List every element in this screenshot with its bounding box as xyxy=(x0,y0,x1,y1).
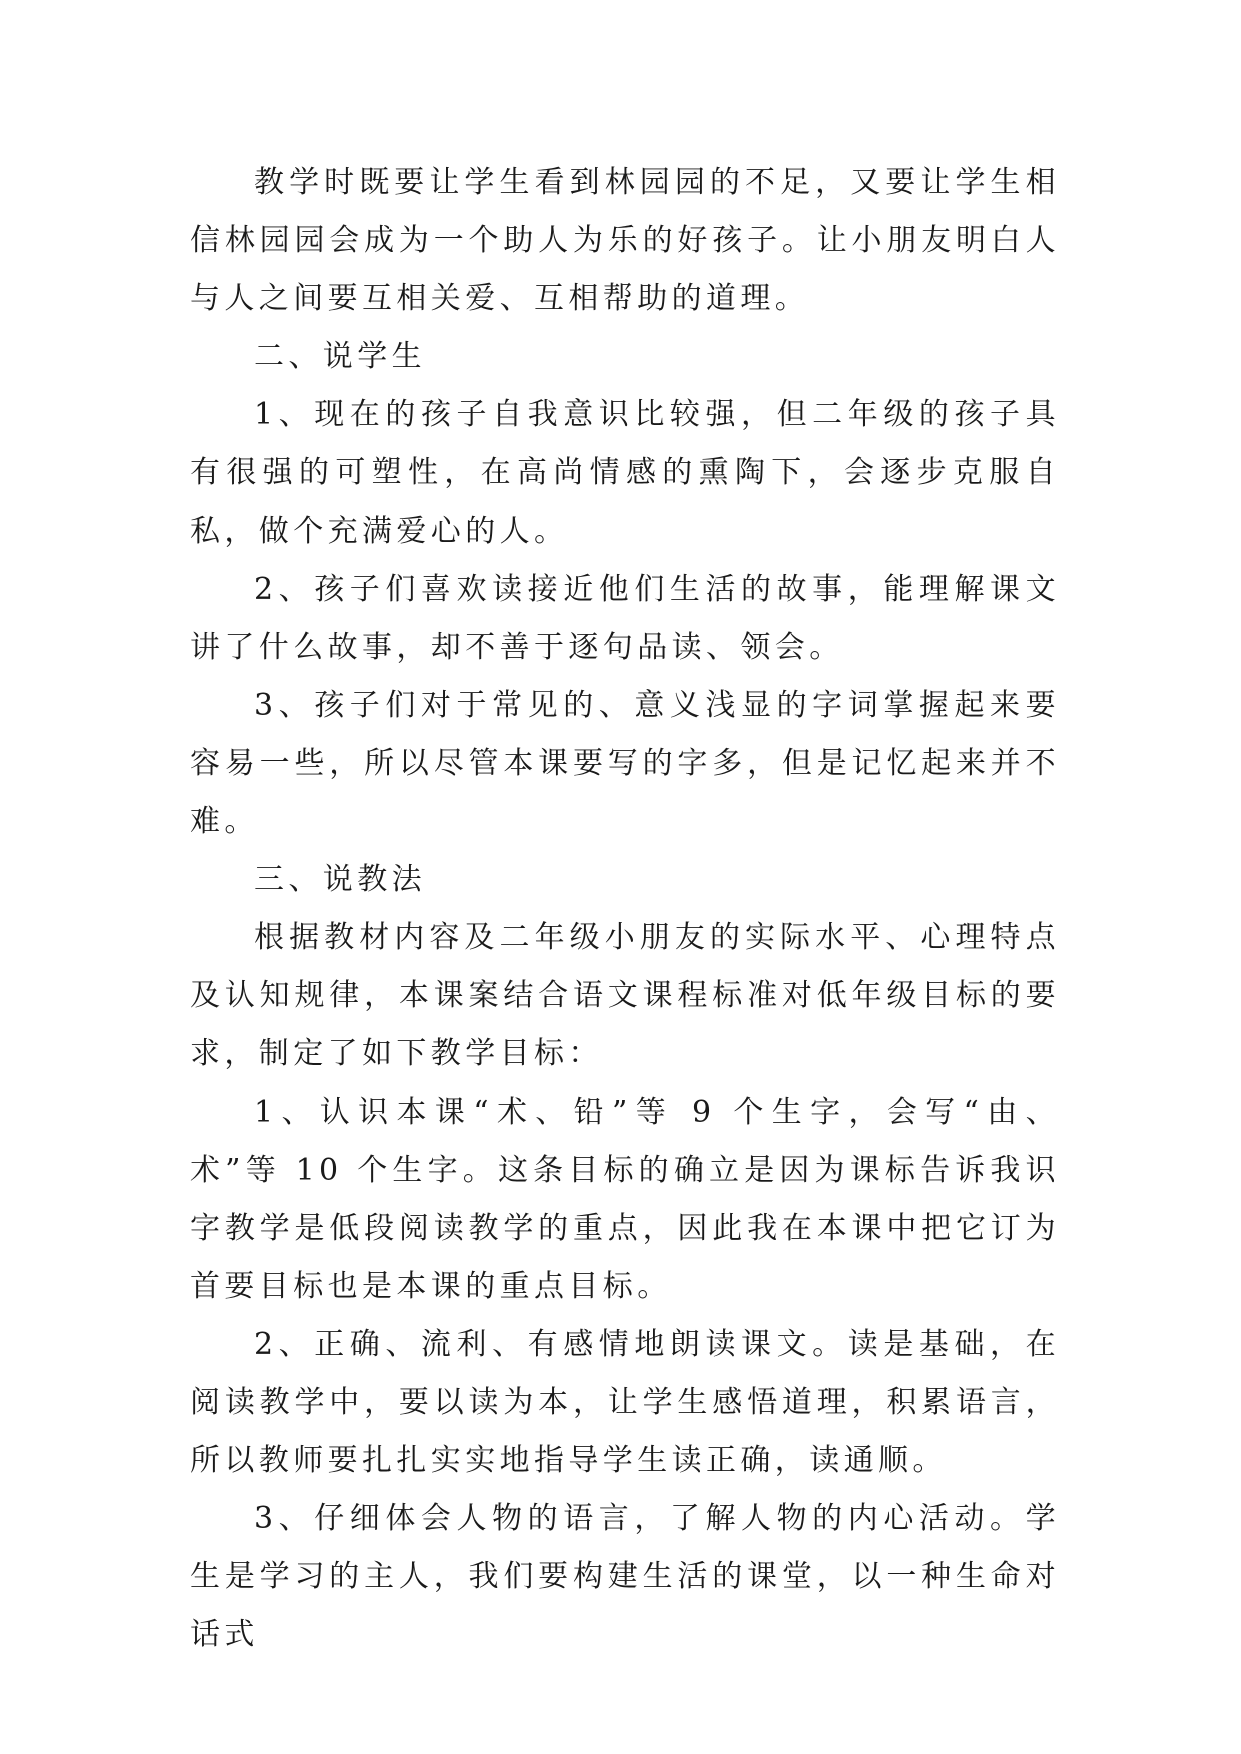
section-heading-students: 二、说学生 xyxy=(254,339,426,375)
paragraph-student-point-3: 3、孩子们对于常见的、意义浅显的字词掌握起来要容易一些，所以尽管本课要写的字多，但是记忆起来并不难。 xyxy=(190,687,1060,840)
paragraph-goal-3: 3、仔细体会人物的语言，了解人物的内心活动。学生是学习的主人，我们要构建生活的课堂，以一种生命对话式 xyxy=(190,1501,1060,1653)
paragraph-method-intro: 根据教材内容及二年级小朋友的实际水平、心理特点及认知规律，本课案结合语文课程标准对低年级目标的要求，制定了如下教学目标： xyxy=(190,920,1060,1072)
section-heading-methods: 三、说教法 xyxy=(254,862,426,898)
paragraph-student-point-2: 2、孩子们喜欢读接近他们生活的故事，能理解课文讲了什么故事，却不善于逐句品读、领会。 xyxy=(190,571,1060,665)
paragraph-student-point-1: 1、现在的孩子自我意识比较强，但二年级的孩子具有很强的可塑性，在高尚情感的熏陶下，会逐步克服自私，做个充满爱心的人。 xyxy=(190,397,1060,549)
paragraph-intro: 教学时既要让学生看到林园园的不足，又要让学生相信林园园会成为一个助人为乐的好孩子。让小朋友明白人与人之间要互相关爱、互相帮助的道理。 xyxy=(190,165,1060,317)
paragraph-goal-2: 2、正确、流利、有感情地朗读课文。读是基础，在阅读教学中，要以读为本，让学生感悟道理，积累语言，所以教师要扎扎实实地指导学生读正确，读通顺。 xyxy=(190,1326,1060,1479)
document-body xyxy=(190,154,1060,1664)
paragraph-goal-1: 1、认识本课“术、铅”等 9 个生字，会写“由、术”等 10 个生字。这条目标的确立是因为课标告诉我识字教学是低段阅读教学的重点，因此我在本课中把它订为首要目标也是本课的重点目标。 xyxy=(190,1094,1060,1304)
